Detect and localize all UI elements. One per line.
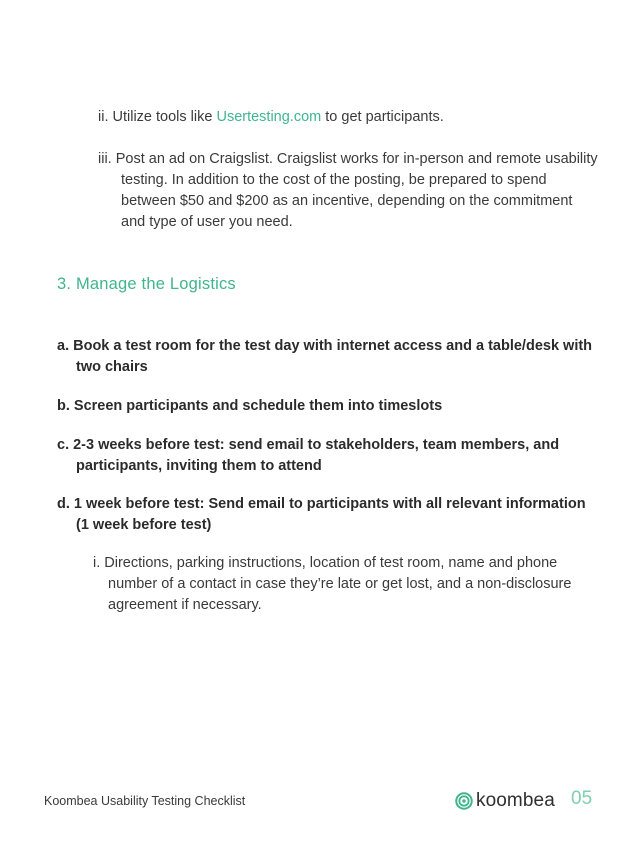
task-item-b-text: b. Screen participants and schedule them into timeslots: [57, 398, 443, 414]
task-item-b: [57, 396, 597, 417]
list-item-ii-text-after: to get participants.: [321, 109, 444, 125]
section-title: 3. Manage the Logistics: [57, 275, 236, 293]
task-item-d: [57, 494, 597, 536]
brand-name: koombea: [476, 790, 555, 811]
task-item-a: [57, 336, 597, 378]
list-item-ii-number: ii.: [98, 109, 109, 125]
koombea-logo-icon: [455, 792, 473, 810]
page-footer: [0, 786, 638, 816]
list-item-iii-text: iii. Post an ad on Craigslist. Craigslist works for in-person and remote usability testing. In addition to the cost of the posting, be prepared to spend between $50 and $200 as an incentive, depending on the commitment and type of user you need.: [98, 151, 598, 230]
task-item-c: [57, 435, 597, 477]
page-number: 05: [571, 788, 593, 809]
brand-logo: [455, 789, 555, 813]
task-item-d-text: d. 1 week before test: Send email to participants with all relevant information (1 week before test): [57, 496, 586, 533]
task-item-c-text: c. 2-3 weeks before test: send email to stakeholders, team members, and participants, inviting them to attend: [57, 437, 560, 474]
list-item-ii: [98, 107, 608, 128]
usertesting-link[interactable]: Usertesting.com: [216, 109, 322, 125]
list-item-i-text: i. Directions, parking instructions, location of test room, name and phone number of a contact in case they’re late or get lost, and a non-disclosure agreement if necessary.: [93, 555, 572, 613]
list-item-i: [93, 553, 583, 616]
footer-label: Koombea Usability Testing Checklist: [44, 794, 246, 808]
task-item-a-text: a. Book a test room for the test day with internet access and a table/desk with two chairs: [57, 338, 593, 375]
list-item-ii-text-before: Utilize tools like: [108, 109, 217, 125]
list-item-iii: [98, 149, 598, 233]
